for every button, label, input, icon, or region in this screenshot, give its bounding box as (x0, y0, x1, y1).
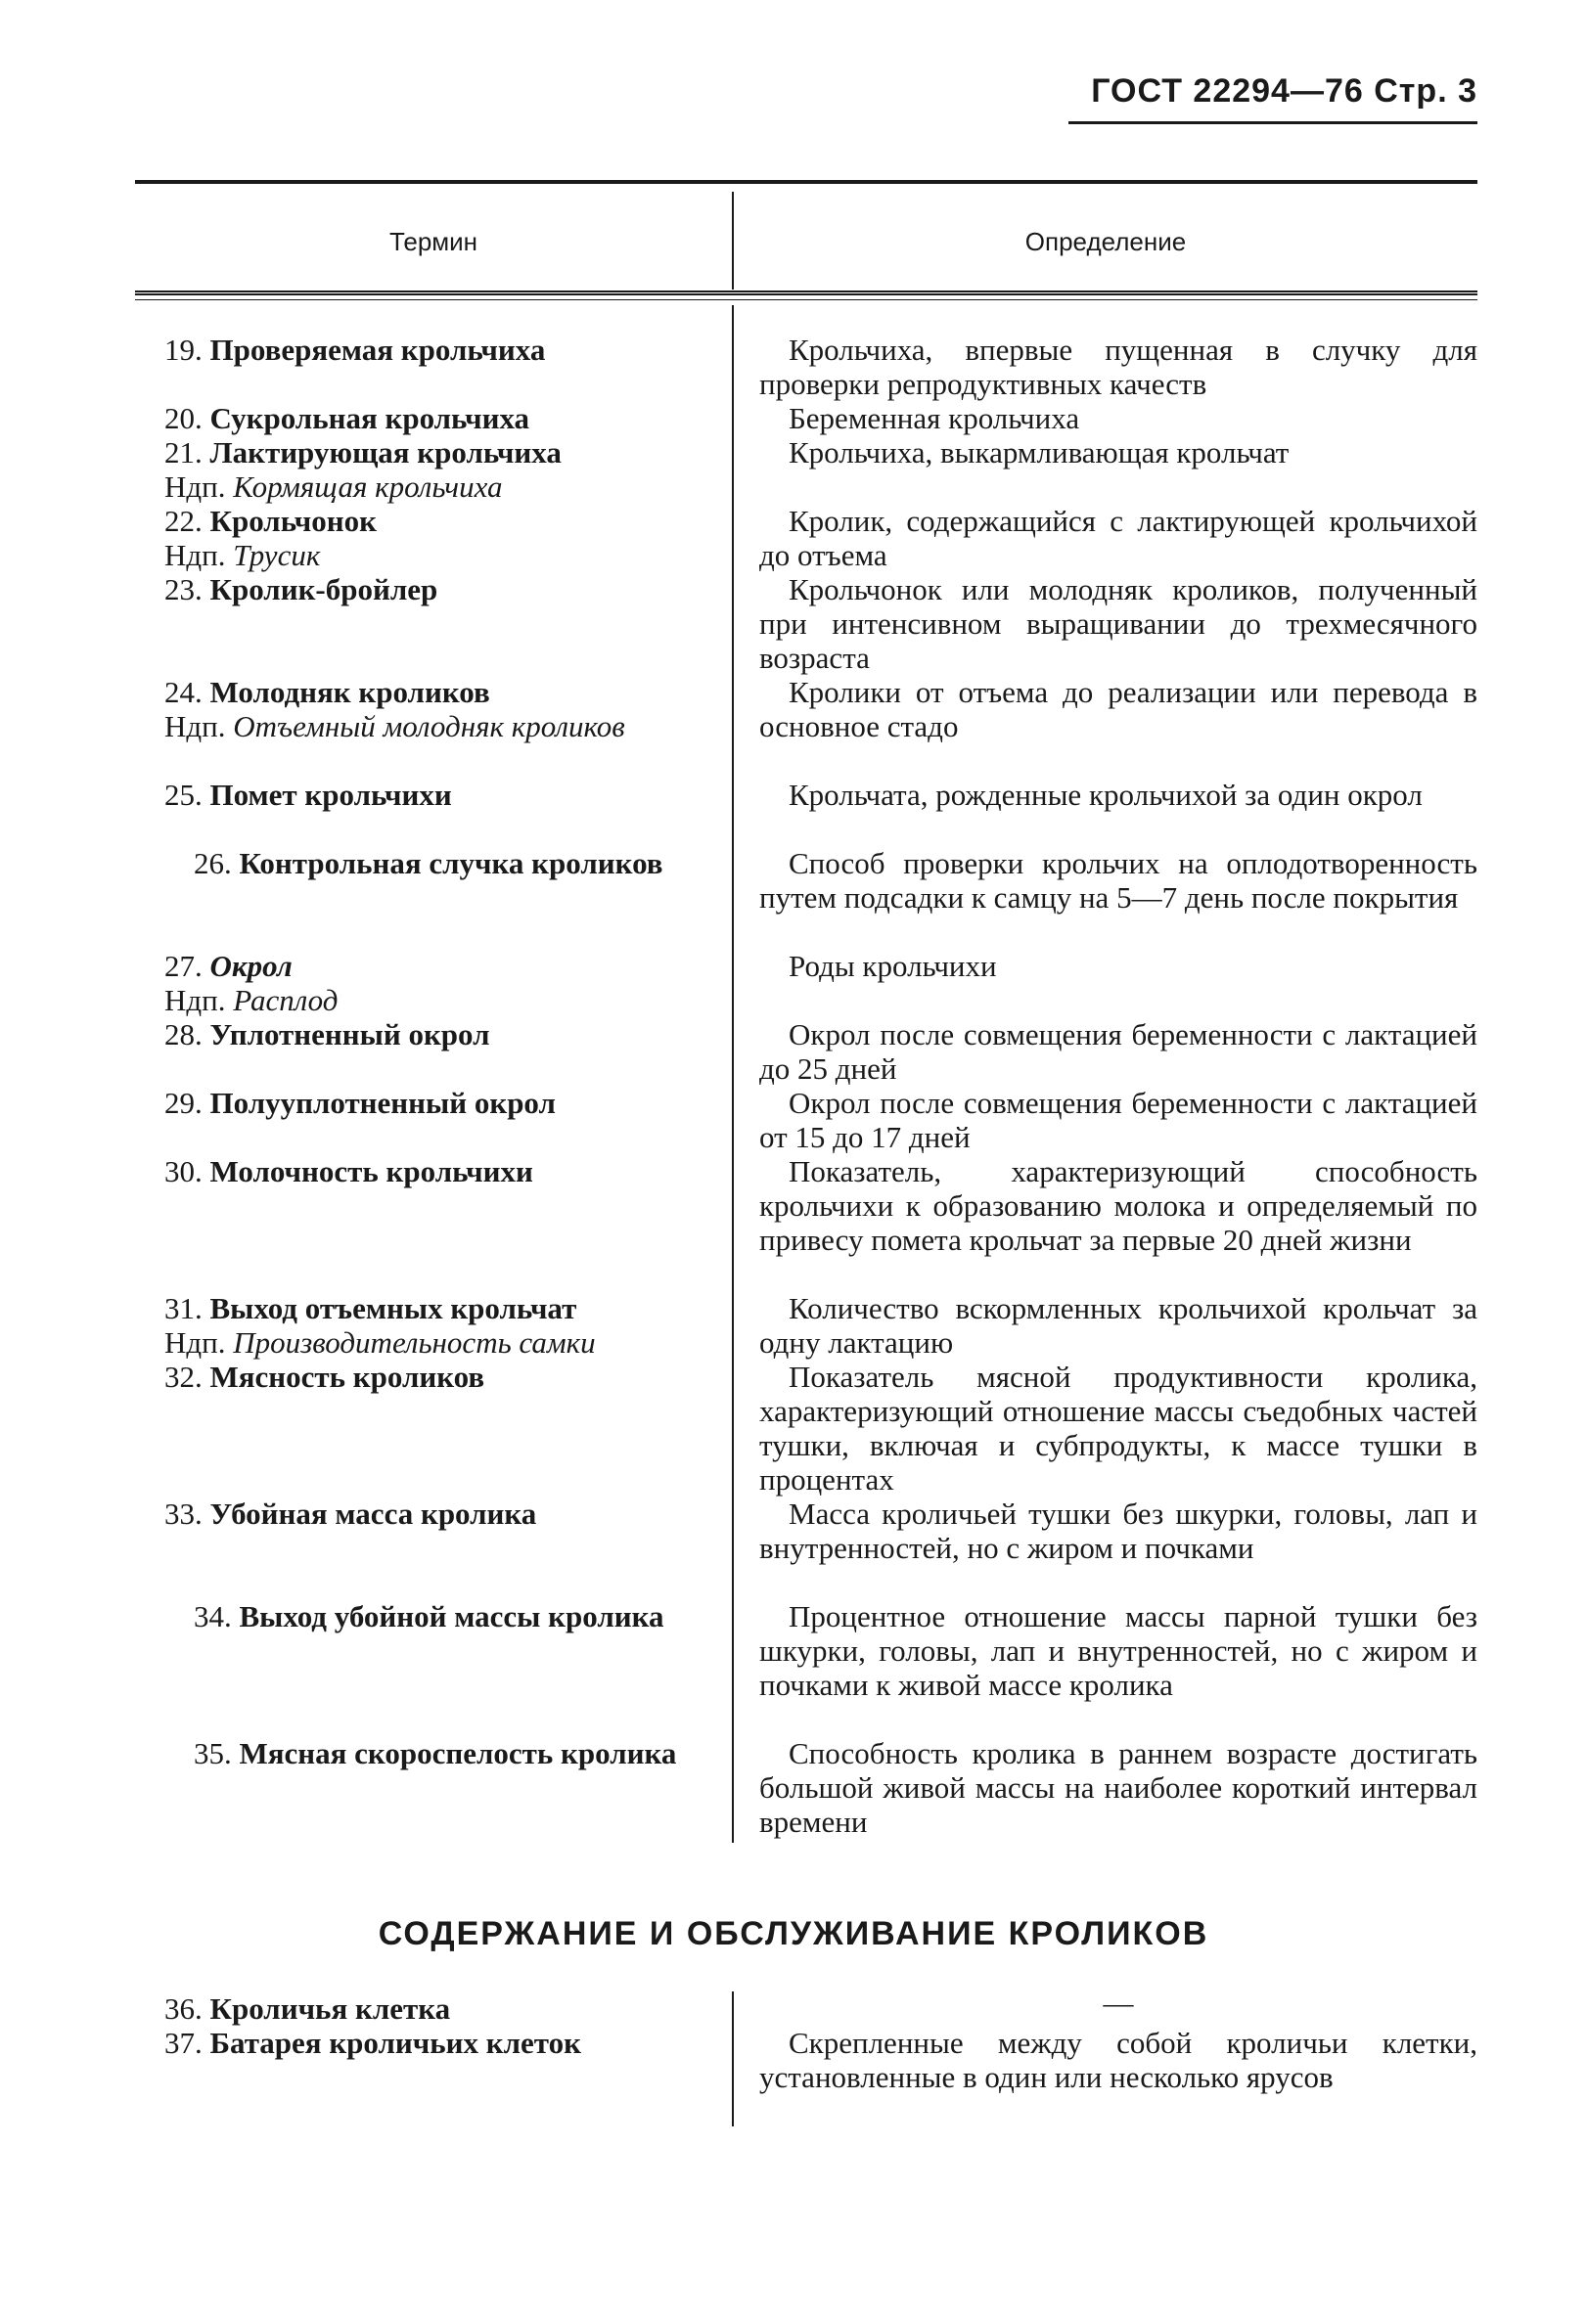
ndp-label: Ндп. (164, 709, 226, 743)
term-text: Крольчонок (209, 504, 377, 538)
term-entry (164, 1154, 704, 1188)
definition-text: Окрол после совмещения беременности с лактацией до 25 дней (759, 1017, 1477, 1086)
term-text: Сукрольная крольчиха (209, 401, 530, 435)
definition-text: Кролики от отъема до реализации или перевода в основное стадо (759, 675, 1477, 743)
definition-text: Роды крольчихи (789, 949, 997, 983)
ndp-label: Ндп. (164, 983, 226, 1017)
term-number: 22. (164, 504, 203, 538)
ndp-term: Расплод (233, 983, 339, 1017)
term-entry (164, 846, 704, 880)
term-entry (164, 1360, 704, 1394)
term-text: Контрольная случка кроликов (239, 846, 663, 880)
column-divider (732, 305, 734, 1843)
term-entry (164, 1736, 704, 1770)
ndp-label: Ндп. (164, 1325, 226, 1360)
term-number: 20. (164, 401, 203, 435)
term-text: Окрол (209, 949, 293, 983)
definition-text: Способ проверки крольчих на оплодотворенность путем подсадки к самцу на 5—7 день после покрытия (759, 846, 1477, 915)
term-text: Выход убойной массы кролика (239, 1599, 664, 1633)
table-header-rule (135, 290, 1477, 300)
term-text: Молочность крольчихи (209, 1154, 533, 1188)
table-top-rule (135, 180, 1477, 184)
term-entry (164, 1017, 704, 1051)
column-header-definition: Определение (1024, 227, 1187, 256)
definition-text: Крольчонок или молодняк кроликов, полученный при интенсивном выращивании до трехмесячного возраста (759, 572, 1477, 675)
term-number: 32. (164, 1360, 203, 1394)
term-number: 36. (164, 1991, 203, 2026)
ndp-term: Отъемный молодняк кроликов (233, 709, 625, 743)
ndp-term: Трусик (233, 538, 321, 572)
definition-text: Кролик, содержащийся с лактирующей крольчихой до отъема (759, 504, 1477, 572)
term-entry (164, 1599, 704, 1633)
term-number: 28. (164, 1017, 203, 1051)
term-entry (164, 435, 704, 504)
term-text: Лактирующая крольчиха (209, 435, 562, 469)
definition-text: Крольчиха, выкармливающая крольчат (789, 435, 1290, 469)
term-entry (164, 1291, 704, 1360)
ndp-term: Производительность самки (233, 1325, 596, 1360)
term-number: 31. (164, 1291, 203, 1325)
term-number: 24. (164, 675, 203, 709)
definition-text: Окрол после совмещения беременности с лактацией от 15 до 17 дней (759, 1086, 1477, 1154)
term-entry (164, 1086, 704, 1120)
term-entry (164, 949, 704, 1017)
definition-text: Процентное отношение массы парной тушки без шкурки, головы, лап и внутренностей, но с жиром и почками к живой массе кролика (759, 1599, 1477, 1702)
page-header: ГОСТ 22294—76 Стр. 3 (1091, 72, 1477, 110)
definition-text: Беременная крольчиха (789, 401, 1080, 435)
term-text: Выход отъемных крольчат (209, 1291, 577, 1325)
term-entry (164, 1991, 704, 2060)
term-number: 26. (194, 846, 232, 880)
definition-dash: — (1103, 1986, 1134, 2020)
definition-text: Показатель, характеризующий способность крольчихи к образованию молока и определяемый по привесу помета крольчат за первые 20 дней жизни (759, 1154, 1477, 1257)
term-number: 34. (194, 1599, 232, 1633)
term-text: Полууплотненный окрол (209, 1086, 556, 1120)
term-entry (164, 1497, 704, 1531)
term-number: 21. (164, 435, 203, 469)
term-text: Молодняк кроликов (209, 675, 490, 709)
term-text: Помет крольчихи (209, 778, 452, 812)
term-number: 29. (164, 1086, 203, 1120)
term-entry (164, 572, 704, 606)
term-number: 37. (164, 2026, 203, 2060)
term-entry (164, 504, 704, 572)
term-text: Мясная скороспелость кролика (239, 1736, 677, 1770)
term-number: 19. (164, 333, 203, 367)
definition-text: Способность кролика в раннем возрасте достигать большой живой массы на наиболее короткий интервал времени (759, 1736, 1477, 1839)
definition-text: Показатель мясной продуктивности кролика, характеризующий отношение массы съедобных частей тушки, включая и субпродукты, к массе тушки в процентах (759, 1360, 1477, 1497)
term-number: 30. (164, 1154, 203, 1188)
term-text: Убойная масса кролика (209, 1497, 537, 1531)
term-text: Кроличья клетка (209, 1991, 451, 2026)
column-divider-header (732, 192, 734, 290)
definition-text: Количество вскормленных крольчихой крольчат за одну лактацию (759, 1291, 1477, 1360)
term-number: 25. (164, 778, 203, 812)
column-header-term: Термин (388, 227, 478, 256)
definition-text: Масса кроличьей тушки без шкурки, головы, лап и внутренностей, но с жиром и почками (759, 1497, 1477, 1565)
term-entry (164, 778, 704, 812)
term-text: Уплотненный окрол (209, 1017, 490, 1051)
ndp-label: Ндп. (164, 538, 226, 572)
definition-text: Крольчата, рожденные крольчихой за один окрол (789, 778, 1423, 812)
term-number: 33. (164, 1497, 203, 1531)
term-entry (164, 401, 704, 435)
definition-text: Крольчиха, впервые пущенная в случку для проверки репродуктивных качеств (759, 333, 1477, 401)
section-title: СОДЕРЖАНИЕ И ОБСЛУЖИВАНИЕ КРОЛИКОВ (378, 1915, 1209, 1952)
term-text: Проверяемая крольчиха (209, 333, 546, 367)
term-entry (164, 333, 704, 367)
term-text: Мясность кроликов (209, 1360, 485, 1394)
column-divider-section (732, 1991, 734, 2126)
term-number: 27. (164, 949, 203, 983)
term-entry (164, 675, 704, 743)
ndp-label: Ндп. (164, 469, 226, 504)
header-rule (1068, 121, 1477, 124)
definition-text: Скрепленные между собой кроличьи клетки, установленные в один или несколько ярусов (759, 2026, 1477, 2094)
term-number: 23. (164, 572, 203, 606)
term-number: 35. (194, 1736, 232, 1770)
term-text: Батарея кроличьих клеток (209, 2026, 581, 2060)
ndp-term: Кормящая крольчиха (233, 469, 503, 504)
term-text: Кролик-бройлер (209, 572, 438, 606)
